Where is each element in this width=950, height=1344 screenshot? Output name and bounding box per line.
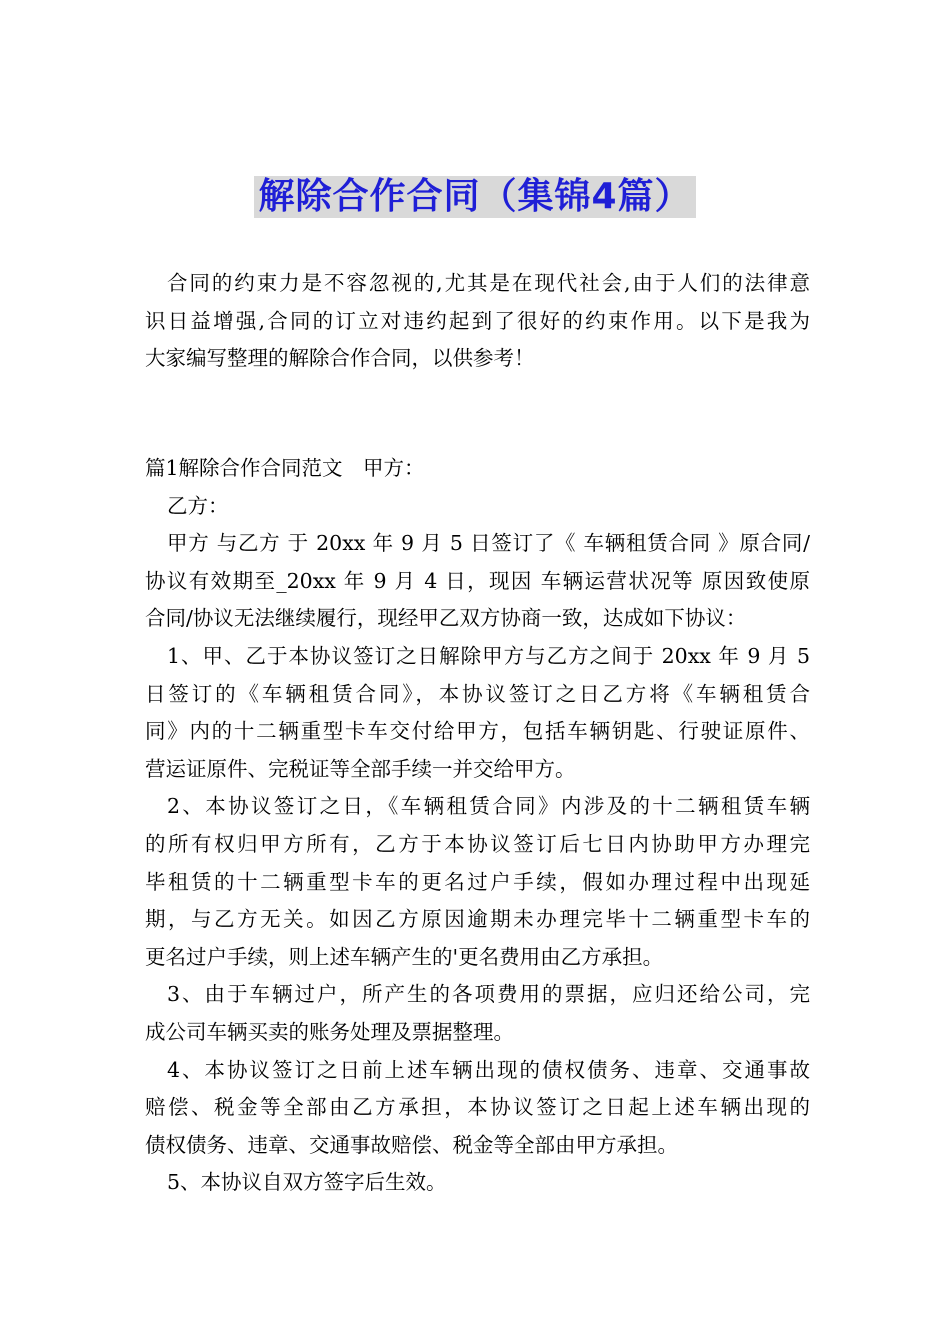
opening-line: 协议有效期至_20xx 年 9 月 4 日，现因 车辆运营状况等 原因致使原 xyxy=(145,568,810,593)
clause-1-line: 日签订的《车辆租赁合同》，本协议签订之日乙方将《车辆租赁合 xyxy=(145,681,810,706)
section-heading: 篇1解除合作合同范文 甲方： xyxy=(145,456,425,480)
title-container xyxy=(0,176,950,218)
opening-line: 甲方 与乙方 于 20xx 年 9 月 5 日签订了《 车辆租赁合同 》原合同/ xyxy=(167,531,810,556)
clause-2-line: 毕租赁的十二辆重型卡车的更名过户手续，假如办理过程中出现延 xyxy=(145,869,810,894)
clause-2-line: 更名过户手续，则上述车辆产生的'更名费用由乙方承担。 xyxy=(145,944,664,969)
clause-2-line: 的所有权归甲方所有，乙方于本协议签订后七日内协助甲方办理完 xyxy=(145,831,810,856)
clause-4-line: 4、本协议签订之日前上述车辆出现的债权债务、违章、交通事故 xyxy=(167,1057,810,1082)
clause-4-line: 债权债务、违章、交通事故赔偿、税金等全部由甲方承担。 xyxy=(145,1132,678,1157)
clause-3-line: 3、由于车辆过户，所产生的各项费用的票据，应归还给公司，完 xyxy=(167,982,810,1007)
party-b-line: 乙方： xyxy=(167,493,229,518)
section-1 xyxy=(145,450,810,1202)
intro-line: 大家编写整理的解除合作合同，以供参考！ xyxy=(145,346,535,371)
clause-2-line: 期，与乙方无关。如因乙方原因逾期未办理完毕十二辆重型卡车的 xyxy=(145,907,810,932)
intro-line: 识日益增强,合同的订立对违约起到了很好的约束作用。以下是我为 xyxy=(145,308,810,333)
clause-1-line: 同》内的十二辆重型卡车交付给甲方，包括车辆钥匙、行驶证原件、 xyxy=(145,719,810,744)
intro-line: 合同的约束力是不容忽视的,尤其是在现代社会,由于人们的法律意 xyxy=(167,271,810,295)
clause-2-line: 2、本协议签订之日，《车辆租赁合同》内涉及的十二辆租赁车辆 xyxy=(167,794,810,819)
opening-line: 合同/协议无法继续履行，现经甲乙双方协商一致，达成如下协议： xyxy=(145,606,747,631)
clause-3-line: 成公司车辆买卖的账务处理及票据整理。 xyxy=(145,1019,514,1044)
intro-paragraph xyxy=(145,265,810,378)
document-title: 解除合作合同（集锦4篇） xyxy=(254,176,695,218)
clause-1-line: 营运证原件、完税证等全部手续一并交给甲方。 xyxy=(145,756,576,781)
clause-5-line: 5、本协议自双方签字后生效。 xyxy=(167,1170,447,1195)
clause-4-line: 赔偿、税金等全部由乙方承担，本协议签订之日起上述车辆出现的 xyxy=(145,1095,810,1120)
clause-1-line: 1、甲、乙于本协议签订之日解除甲方与乙方之间于 20xx 年 9 月 5 xyxy=(167,643,810,668)
